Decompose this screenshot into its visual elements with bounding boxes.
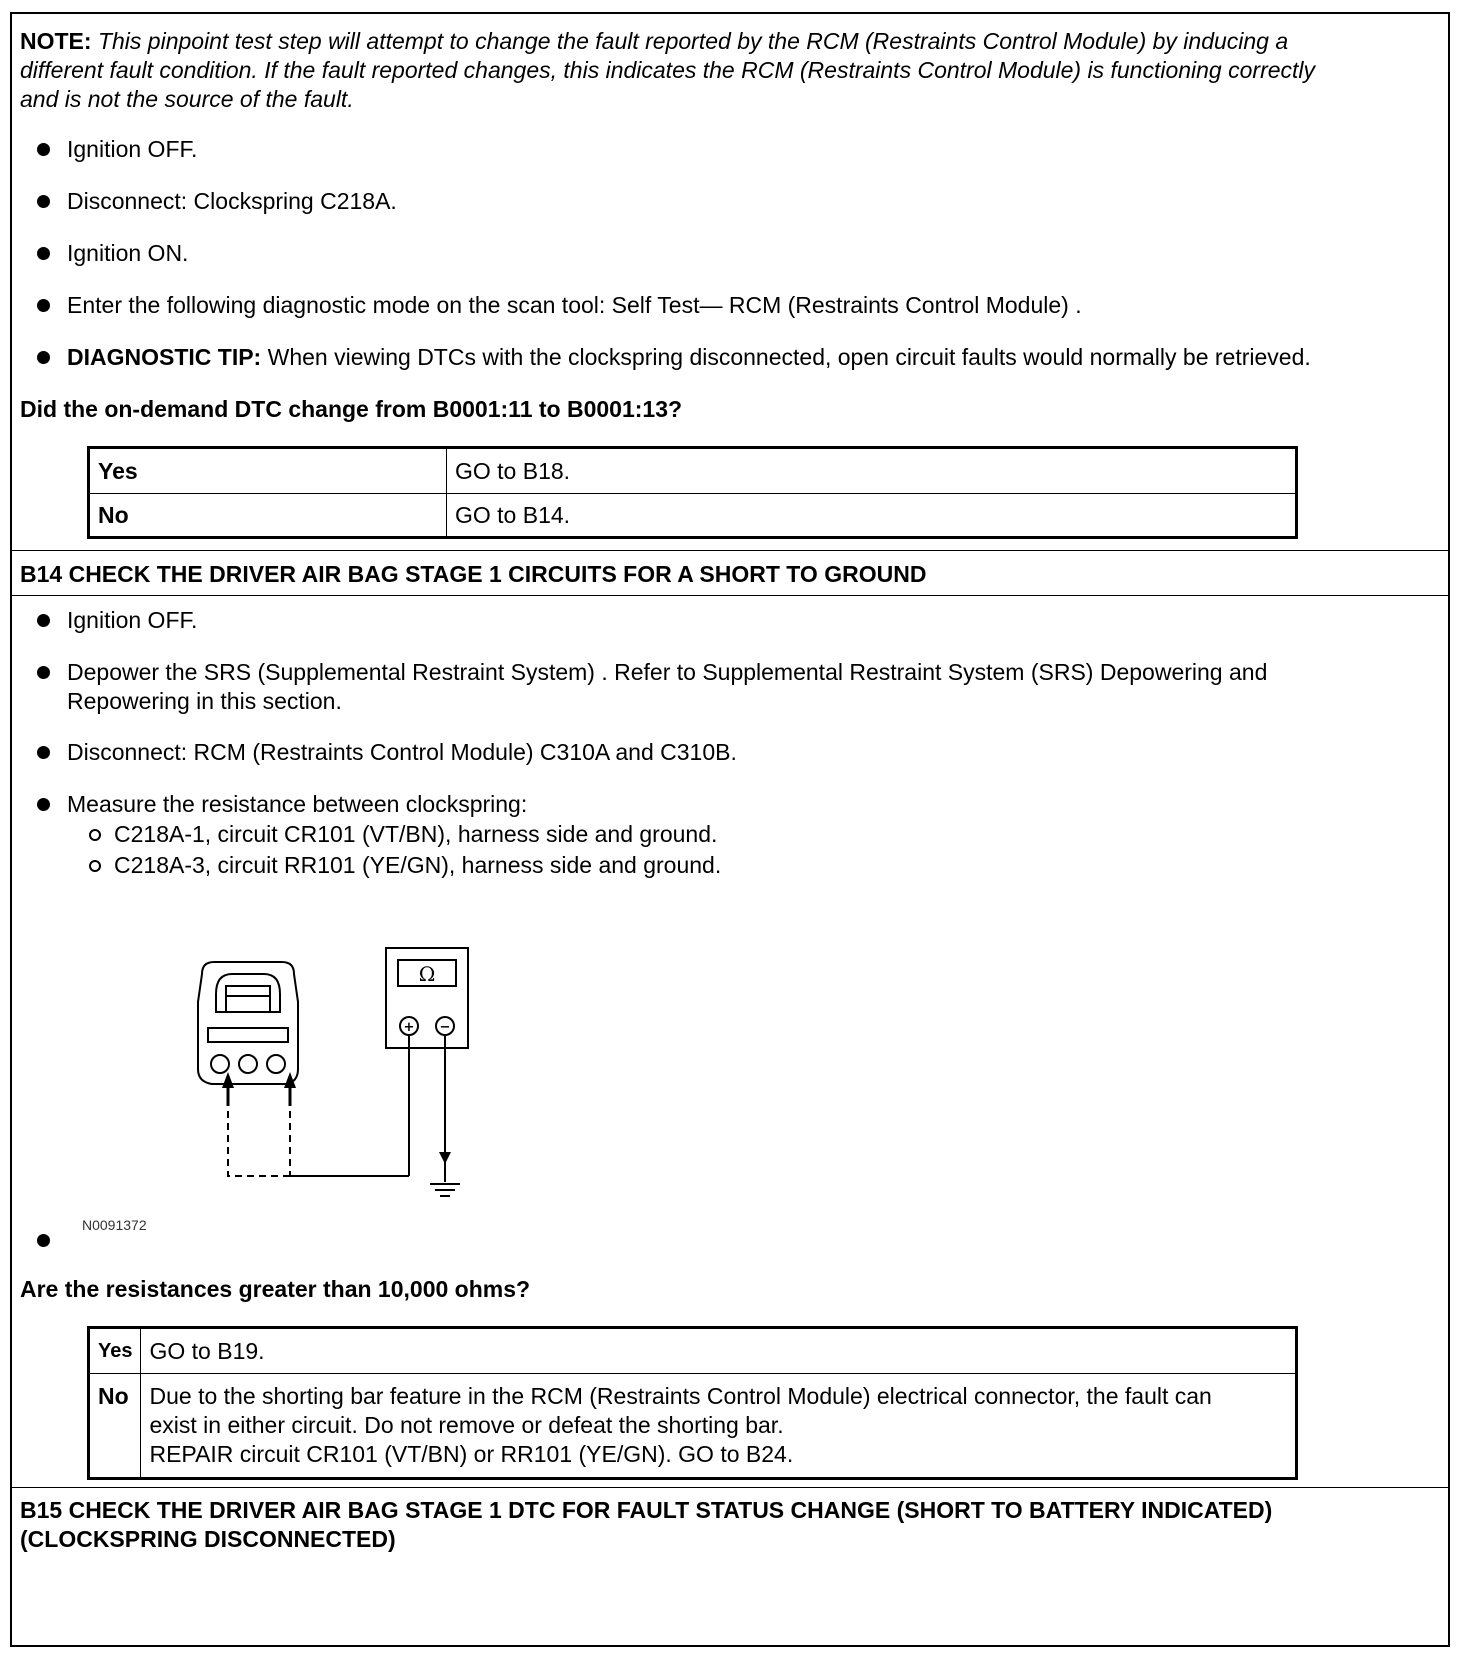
ohm-symbol: Ω: [418, 962, 436, 986]
diagnostic-tip: [67, 343, 1311, 372]
bullet-icon: [37, 798, 50, 811]
diagnostic-tip-text: When viewing DTCs with the clockspring disconnected, open circuit faults would normally be retrieved.: [267, 344, 1311, 370]
bullet-icon: [37, 299, 50, 312]
step-ignition-off: Ignition OFF.: [67, 136, 198, 162]
bullet-icon: [37, 247, 50, 260]
answer-no-label: No: [89, 494, 447, 538]
answer-no-label-2: No: [89, 1374, 141, 1479]
bullet-icon: [37, 614, 50, 627]
answer-yes-label-2: Yes: [89, 1328, 141, 1374]
note-line-3: and is not the source of the fault.: [20, 86, 354, 112]
sub-step-c218a-3: C218A-3, circuit RR101 (YE/GN), harness side and ground.: [114, 852, 722, 878]
step-disconnect-rcm: Disconnect: RCM (Restraints Control Module) C310A and C310B.: [67, 739, 737, 765]
note-line-1: This pinpoint test step will attempt to change the fault reported by the RCM (Restraints Control Module) by inducing a: [97, 28, 1289, 54]
answer-table-2: [87, 1326, 1298, 1480]
sub-bullet-icon: [89, 829, 101, 841]
sub-bullet-icon: [89, 860, 101, 872]
resistance-measurement-diagram: [182, 924, 482, 1204]
answer-yes-action: GO to B18.: [447, 448, 1297, 494]
b15-header: [20, 1496, 1272, 1554]
plus-terminal-label: +: [403, 1020, 415, 1035]
connector-icon: [198, 962, 298, 1084]
b15-header-line-1: B15 CHECK THE DRIVER AIR BAG STAGE 1 DTC FOR FAULT STATUS CHANGE (SHORT TO BATTERY INDICATED): [20, 1497, 1273, 1523]
section-divider: [12, 1487, 1448, 1488]
step-depower-srs-line-1: Depower the SRS (Supplemental Restraint System) . Refer to Supplemental Restraint System (SRS) Depowering and: [67, 659, 1268, 685]
table-row: [89, 448, 1297, 494]
minus-terminal-label: −: [439, 1020, 451, 1035]
table-row: [89, 494, 1297, 538]
section-divider: [12, 550, 1448, 551]
question-resistance: Are the resistances greater than 10,000 ohms?: [20, 1276, 531, 1302]
answer-no-action: GO to B14.: [447, 494, 1297, 538]
step-measure-resistance: Measure the resistance between clockspring:: [67, 791, 528, 817]
step-depower-srs-line-2: Repowering in this section.: [67, 688, 342, 714]
note-line-2: different fault condition. If the fault reported changes, this indicates the RCM (Restraints Control Module) is functioning correctly: [20, 57, 1316, 83]
section-divider: [12, 595, 1448, 596]
bullet-icon: [37, 195, 50, 208]
answer-no-line-3: REPAIR circuit CR101 (VT/BN) or RR101 (YE/GN). GO to B24.: [149, 1441, 794, 1467]
bullet-icon: [37, 143, 50, 156]
sub-step-c218a-1: C218A-1, circuit CR101 (VT/BN), harness side and ground.: [114, 821, 718, 847]
answer-yes-action-2: GO to B19.: [141, 1328, 1297, 1374]
ground-arrow-icon: [439, 1152, 451, 1164]
answer-no-line-2: exist in either circuit. Do not remove or defeat the shorting bar.: [149, 1412, 784, 1438]
note-paragraph: [20, 27, 1315, 114]
step-ignition-off-2: Ignition OFF.: [67, 607, 198, 633]
bullet-icon: [37, 1234, 50, 1247]
diagnostic-tip-label: DIAGNOSTIC TIP:: [67, 344, 262, 370]
b15-header-line-2: (CLOCKSPRING DISCONNECTED): [20, 1526, 396, 1552]
answer-no-line-1: Due to the shorting bar feature in the RCM (Restraints Control Module) electrical connector, the fault can: [149, 1383, 1212, 1409]
bullet-icon: [37, 666, 50, 679]
bullet-icon: [37, 351, 50, 364]
note-label: NOTE:: [20, 28, 92, 54]
bullet-icon: [37, 746, 50, 759]
answer-table-1: [87, 446, 1298, 539]
step-enter-diagnostic-mode: Enter the following diagnostic mode on the scan tool: Self Test— RCM (Restraints Control Module) .: [67, 292, 1082, 318]
table-row: [89, 1328, 1297, 1374]
step-ignition-on: Ignition ON.: [67, 240, 189, 266]
step-depower-srs: [67, 658, 1267, 716]
b14-header: B14 CHECK THE DRIVER AIR BAG STAGE 1 CIRCUITS FOR A SHORT TO GROUND: [20, 561, 927, 587]
probe-arrow-icon: [222, 1072, 234, 1088]
step-disconnect-clockspring: Disconnect: Clockspring C218A.: [67, 188, 397, 214]
question-dtc-change: Did the on-demand DTC change from B0001:11 to B0001:13?: [20, 396, 683, 422]
document-frame: [10, 12, 1450, 1647]
answer-yes-label: Yes: [89, 448, 447, 494]
table-row: [89, 1374, 1297, 1479]
answer-no-action-2: [141, 1374, 1297, 1479]
figure-caption: N0091372: [82, 1217, 147, 1233]
